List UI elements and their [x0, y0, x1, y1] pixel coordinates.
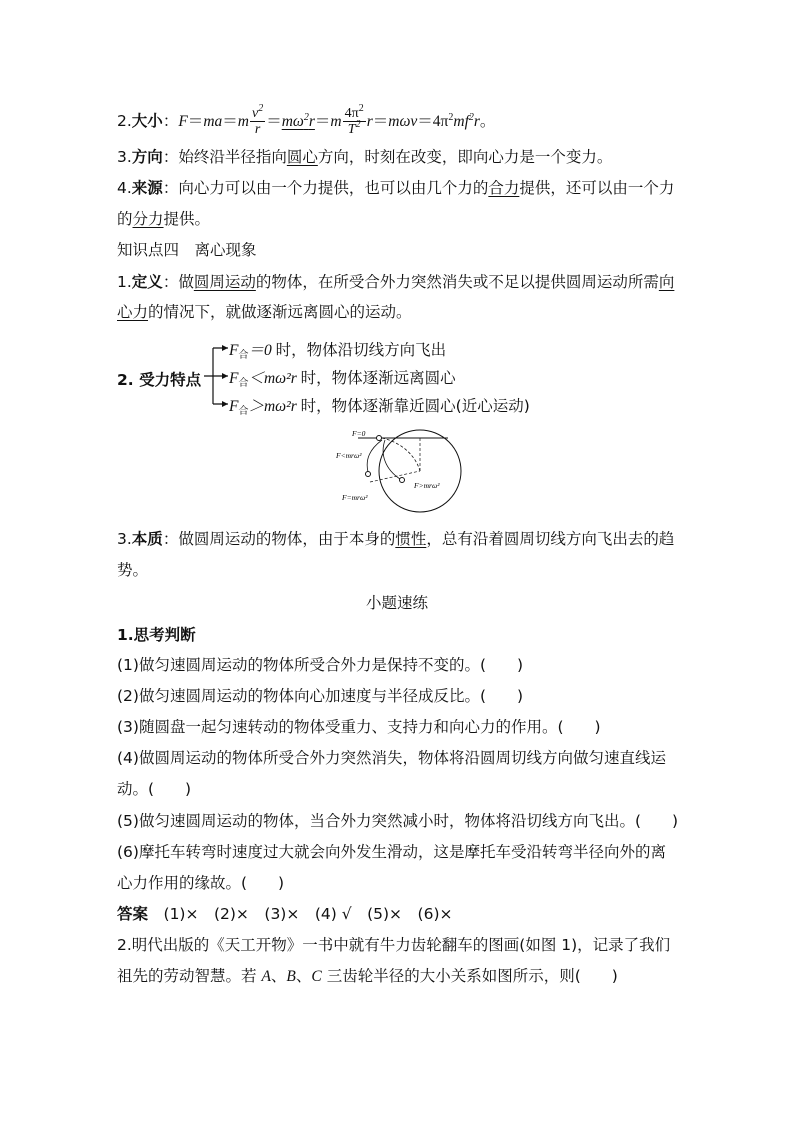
question-1-title: 1.思考判断	[117, 626, 196, 644]
judgment-item: 心力作用的缘故。( )	[117, 874, 285, 892]
fig-label-f-equal: F=mrω²	[342, 493, 368, 502]
judgment-item: (5)做匀速圆周运动的物体，当合外力突然减小时，物体将沿切线方向飞出。( )	[117, 812, 679, 830]
section-title: 小题速练	[365, 594, 428, 612]
magnitude-line: 2.大小：F＝ma＝m $\frac{v^2}{r}$ $=m\omega^2r=m$ $\frac{4\pi^2}{T^2}$ $r=m\omega v=4\pi^2mf^2r$。	[117, 103, 496, 137]
judgment-item: (6)摩托车转弯时速度过大就会向外发生滑动，这是摩托车受沿转弯半径向外的离	[117, 843, 666, 861]
source-line-2: 的分力提供。	[117, 210, 211, 228]
force-feature-3: $F_合>m\omega^2r$ 时，物体逐渐靠近圆心(近心运动)	[229, 397, 530, 417]
force-feature-2: $F_合<m\omega^2r$ 时，物体逐渐远离圆心	[229, 369, 456, 389]
essence-line-2: 势。	[117, 561, 149, 579]
centrifugal-figure	[330, 424, 470, 514]
direction-line: 3.方向：始终沿半径指向圆心方向，时刻在改变，即向心力是一个变力。	[117, 148, 613, 166]
particle-marker	[377, 436, 382, 441]
force-features-label: 2. 受力特点	[117, 371, 202, 389]
force-feature-1: $F_合=0$ 时，物体沿切线方向飞出	[229, 341, 447, 361]
source-line-1: 4.来源：向心力可以由一个力提供，也可以由几个力的合力提供，还可以由一个力	[117, 179, 675, 197]
question-2-line-1: 2.明代出版的《天工开物》一书中就有牛力齿轮翻车的图画(如图 1)，记录了我们	[117, 936, 671, 954]
question-2-line-2: 祖先的劳动智慧。若 A、B、C 三齿轮半径的大小关系如图所示，则( )	[117, 967, 618, 985]
fig-label-f-greater: F>mrω²	[414, 481, 440, 490]
knowledge-point-4-heading: 知识点四 离心现象	[117, 241, 257, 259]
judgment-item: (1)做匀速圆周运动的物体所受合外力是保持不变的。( )	[117, 656, 524, 674]
fig-label-f-less: F<mrω²	[336, 451, 362, 460]
judgment-item: 动。( )	[117, 780, 192, 798]
definition-line-1: 1.定义：做圆周运动的物体，在所受合外力突然消失或不足以提供圆周运动所需向	[117, 273, 675, 291]
judgment-item: (4)做圆周运动的物体所受合外力突然消失，物体将沿圆周切线方向做匀速直线运	[117, 749, 666, 767]
judgment-item: (2)做匀速圆周运动的物体向心加速度与半径成反比。( )	[117, 687, 524, 705]
fig-label-f0: F=0	[352, 429, 366, 438]
judgment-item: (3)随圆盘一起匀速转动的物体受重力、支持力和向心力的作用。( )	[117, 718, 601, 736]
definition-line-2: 心力的情况下，就做逐渐远离圆心的运动。	[117, 303, 412, 321]
essence-line-1: 3.本质：做圆周运动的物体，由于本身的惯性，总有沿着圆周切线方向飞出去的趋	[117, 530, 675, 548]
answer-line: 答案 (1)× (2)× (3)× (4) √ (5)× (6)×	[117, 905, 453, 923]
